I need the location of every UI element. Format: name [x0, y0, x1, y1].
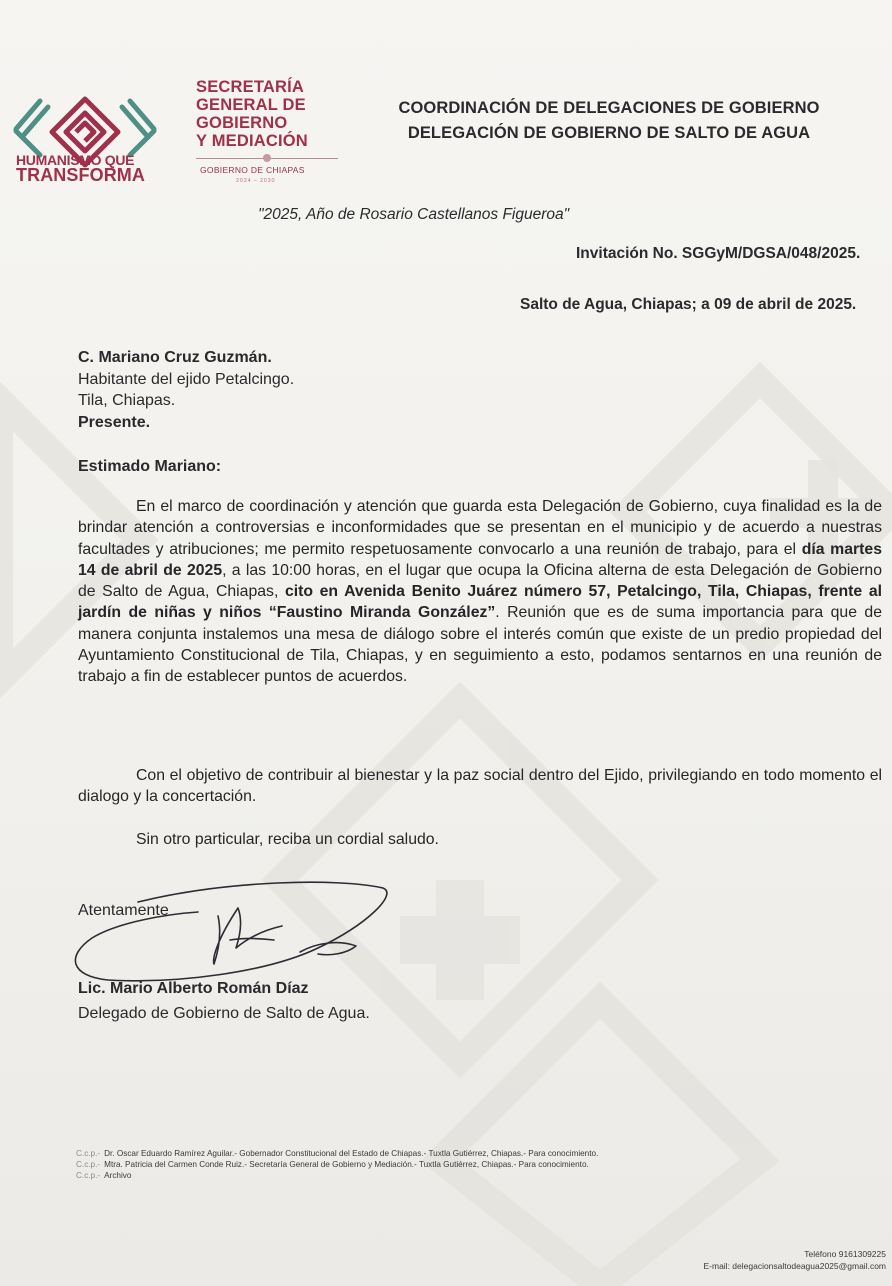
ccp-tag: C.c.p.-	[76, 1160, 101, 1169]
logo-left-line1: HUMANISMO QUE	[16, 152, 135, 168]
ccp-tag: C.c.p.-	[76, 1149, 101, 1158]
recipient-line2: Habitante del ejido Petalcingo.	[78, 370, 295, 388]
ccp-list	[76, 1148, 598, 1181]
ccp-item	[76, 1170, 598, 1181]
ccp-item	[76, 1148, 598, 1159]
p1-text-c: , a las 10:00 horas, en el lugar que ocupa la Oficina alterna de esta Delegación de Gobierno de Salto de Agua, Chiapas,	[78, 561, 883, 601]
greeting: Estimado Mariano:	[78, 458, 222, 475]
body-paragraph-1	[78, 496, 882, 688]
ccp-text: Dr. Oscar Eduardo Ramírez Aguilar.- Gobernador Constitucional del Estado de Chiapas.- Tuxtla Gutiérrez, Chiapas.- Para conocimiento.	[104, 1149, 599, 1158]
invitation-number: Invitación No. SGGyM/DGSA/048/2025.	[576, 245, 861, 262]
coordination-line2: DELEGACIÓN DE GOBIERNO DE SALTO DE AGUA	[407, 124, 811, 142]
body-paragraph-3	[78, 829, 882, 850]
p2-text: Con el objetivo de contribuir al bienestar y la paz social dentro del Ejido, privilegiando en todo momento el dialogo y la concertación.	[78, 767, 882, 806]
ccp-text: Archivo	[104, 1171, 132, 1180]
place-date: Salto de Agua, Chiapas; a 09 de abril de 2025.	[520, 296, 857, 313]
humanismo-logo-text	[16, 154, 145, 184]
p1-text-e: . Reunión que es de suma importancia para que de manera conjunta instalemos una mesa de diálogo sobre el interés común que existe de un predio propiedad del Ayuntamiento Constitucional de Tila, Chiapas, y en seguimiento a esto, podamos sentarnos en una reunión de trabajo a fin de establecer puntos de acuerdos.	[78, 604, 882, 686]
p1-meeting-address: cito en Avenida Benito Juárez número 57, Petalcingo, Tila, Chiapas, frente al jardín de niñas y niños “Faustino Miranda González”	[78, 583, 882, 622]
ccp-tag: C.c.p.-	[76, 1171, 101, 1180]
secretaria-line2: GENERAL DE	[196, 96, 306, 114]
closing: Atentamente	[78, 902, 169, 919]
p3-text: Sin otro particular, reciba un cordial saludo.	[136, 831, 439, 848]
secretaria-line3: GOBIERNO	[196, 114, 288, 132]
body-paragraph-2	[78, 765, 882, 808]
contact-phone: Teléfono 9161309225	[804, 1249, 886, 1259]
recipient-block	[78, 347, 294, 433]
coordination-heading	[354, 96, 864, 146]
secretaria-line1: SECRETARÍA	[196, 78, 305, 96]
ccp-item	[76, 1159, 598, 1170]
recipient-name: C. Mariano Cruz Guzmán.	[78, 349, 272, 366]
p1-meeting-date: día martes 14 de abril de 2025	[78, 540, 882, 579]
coordination-line1: COORDINACIÓN DE DELEGACIONES DE GOBIERNO	[398, 99, 820, 117]
logo-left-line2: TRANSFORMA	[16, 165, 145, 186]
handwritten-signature	[68, 868, 408, 998]
secretaria-years: 2024 – 2030	[236, 178, 276, 184]
recipient-line3: Tila, Chiapas.	[78, 392, 176, 409]
signer-name: Lic. Mario Alberto Román Díaz	[78, 980, 309, 997]
contact-block	[703, 1248, 886, 1272]
contact-email: E-mail: delegacionsaltodeagua2025@gmail.com	[703, 1261, 886, 1271]
year-motto: "2025, Año de Rosario Castellanos Figueroa"	[258, 206, 570, 223]
secretaria-line4: Y MEDIACIÓN	[196, 132, 308, 150]
secretaria-logo-text	[196, 78, 308, 150]
p1-text-a: En el marco de coordinación y atención que guarda esta Delegación de Gobierno, cuya finalidad es la de brindar atención a controversias e inconformidades que se presentan en el municipio y de acuerdo a nuestras facultades y atribuciones; me permito respetuosamente convocarlo a una reunión de trabajo, para el	[78, 498, 882, 558]
secretaria-subtitle: GOBIERNO DE CHIAPAS	[200, 165, 305, 175]
recipient-line4: Presente.	[78, 413, 151, 431]
secretaria-dot-icon	[263, 154, 271, 162]
ccp-text: Mtra. Patricia del Carmen Conde Ruiz.- Secretaría General de Gobierno y Mediación.- Tuxtla Gutiérrez, Chiapas.- Para conocimiento.	[104, 1160, 589, 1169]
signer-role: Delegado de Gobierno de Salto de Agua.	[78, 1005, 370, 1022]
